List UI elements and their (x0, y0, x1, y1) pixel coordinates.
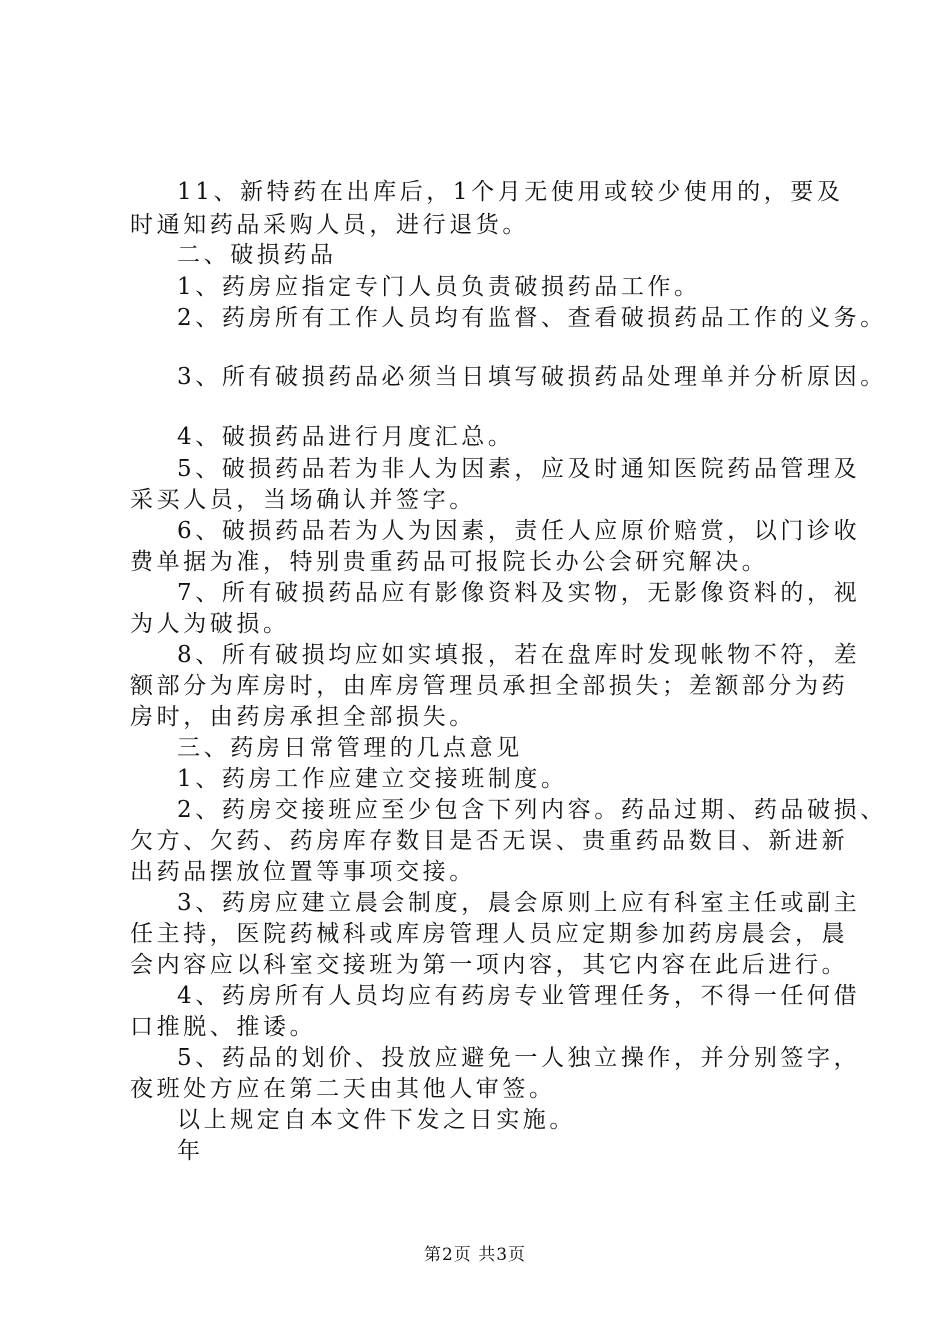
text-line: 出药品摆放位置等事项交接。 (130, 859, 476, 885)
text-line: 会内容应以科室交接班为第一项内容，其它内容在此后进行。 (130, 952, 849, 978)
text-line: 房时，由药房承担全部损失。 (130, 704, 476, 730)
text-line: 5、药品的划价、投放应避免一人独立操作，并分别签字， (177, 1045, 861, 1071)
text-line: 以上规定自本文件下发之日实施。 (177, 1107, 576, 1133)
text-line: 时通知药品采购人员，进行退货。 (130, 212, 529, 238)
text-line: 年 (177, 1138, 204, 1164)
text-line: 1、药房工作应建立交接班制度。 (177, 766, 568, 792)
page-footer: 第2页 共3页 (423, 1245, 527, 1265)
text-line: 4、药房所有人员均应有药房专业管理任务，不得一任何借 (177, 983, 861, 1009)
text-line: 1、药房应指定专门人员负责破损药品工作。 (177, 274, 701, 300)
section-heading: 三、药房日常管理的几点意见 (177, 735, 523, 761)
text-line: 2、药房所有工作人员均有监督、查看破损药品工作的义务。 (177, 305, 887, 331)
text-line: 5、破损药品若为非人为因素，应及时通知医院药品管理及 (177, 456, 861, 482)
text-line: 夜班处方应在第二天由其他人审签。 (130, 1076, 556, 1102)
text-line: 采买人员，当场确认并签字。 (130, 487, 476, 513)
text-line: 2、药房交接班应至少包含下列内容。药品过期、药品破损、 (177, 797, 887, 823)
text-line: 3、所有破损药品必须当日填写破损药品处理单并分析原因。 (177, 364, 887, 390)
text-line: 3、药房应建立晨会制度，晨会原则上应有科室主任或副主 (177, 890, 861, 916)
text-line: 口推脱、推诿。 (130, 1014, 317, 1040)
text-line: 欠方、欠药、药房库存数目是否无误、贵重药品数目、新进新 (130, 828, 849, 854)
text-line: 6、破损药品若为人为因素，责任人应原价赔赏，以门诊收 (177, 518, 861, 544)
text-line: 4、破损药品进行月度汇总。 (177, 424, 515, 450)
section-heading: 二、破损药品 (177, 242, 337, 268)
text-line: 任主持，医院药械科或库房管理人员应定期参加药房晨会，晨 (130, 921, 849, 947)
text-line: 为人为破损。 (130, 611, 290, 637)
text-line: 7、所有破损药品应有影像资料及实物，无影像资料的，视 (177, 580, 861, 606)
text-line: 8、所有破损均应如实填报，若在盘库时发现帐物不符，差 (177, 642, 861, 668)
text-line: 额部分为库房时，由库房管理员承担全部损失；差额部分为药 (130, 673, 849, 699)
text-line: 11、新特药在出库后，1个月无使用或较少使用的，要及 (177, 179, 844, 205)
text-line: 费单据为准，特别贵重药品可报院长办公会研究解决。 (130, 549, 769, 575)
